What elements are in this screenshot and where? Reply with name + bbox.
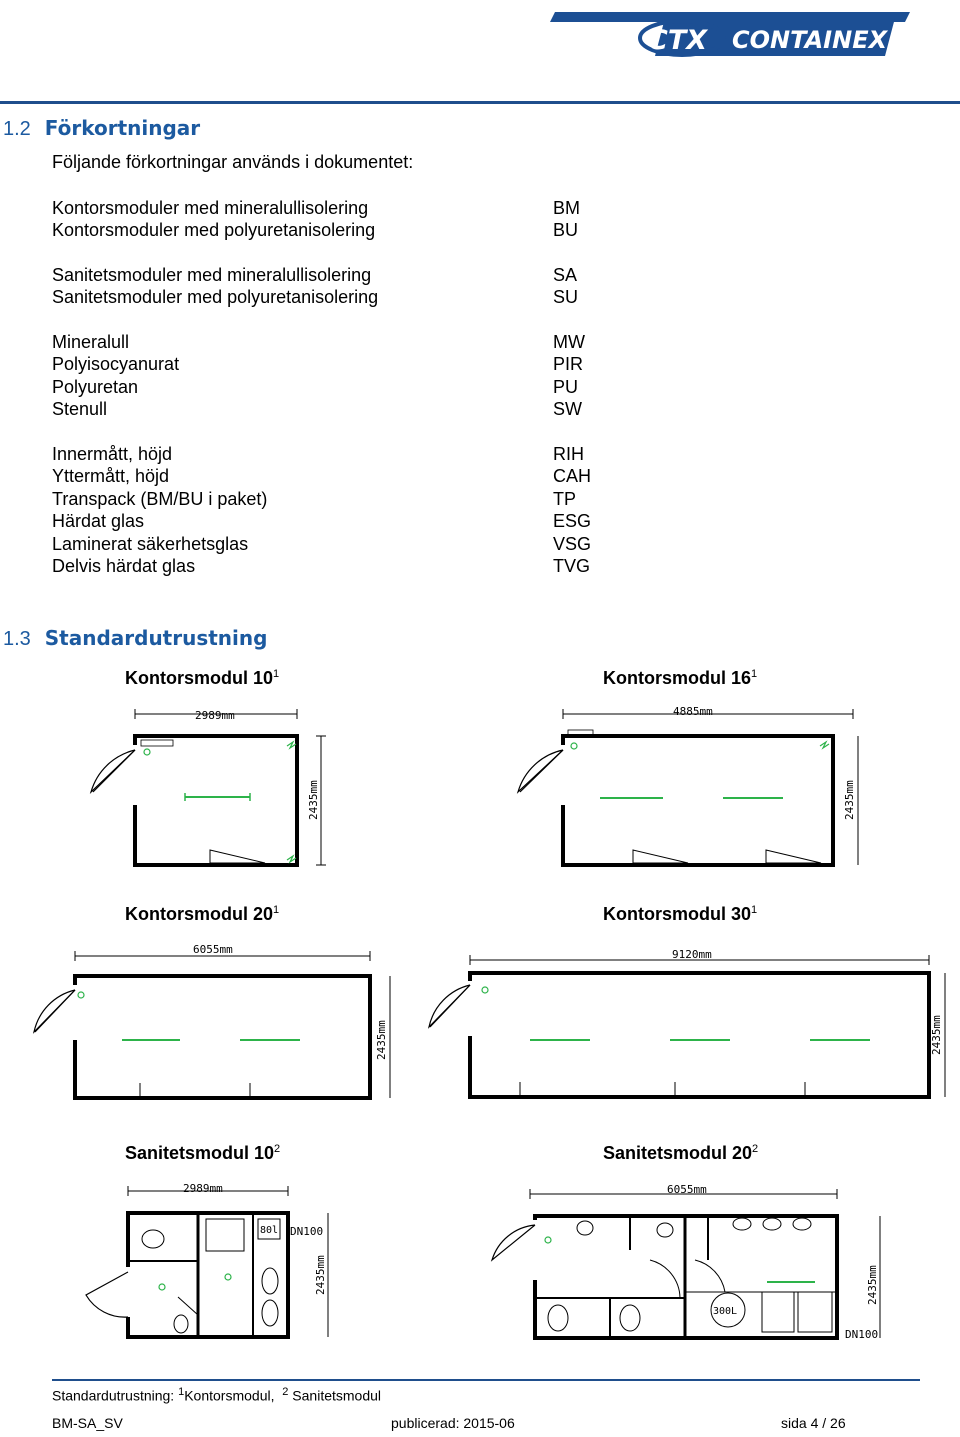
abbr-code: TVG: [553, 556, 591, 576]
footer-page-number: sida 4 / 26: [781, 1415, 846, 1431]
dim-depth: 2435mm: [930, 1015, 943, 1055]
plan-caption-sanitet-20: [603, 1143, 758, 1164]
abbr-row: [52, 510, 752, 532]
caption-text: Kontorsmodul 20: [125, 904, 274, 924]
abbr-term: Yttermått, höjd: [52, 466, 170, 486]
caption-sup: 1: [273, 668, 280, 680]
abbr-code: PU: [553, 377, 579, 397]
footer-published: publicerad: 2015-06: [391, 1415, 515, 1431]
floor-plan-kontor-16: [508, 700, 865, 872]
footer-note-1: Kontorsmodul,: [184, 1387, 275, 1404]
abbr-term: Delvis härdat glas: [52, 556, 196, 576]
plan-caption-sanitet-10: [125, 1143, 280, 1164]
dim-depth: 2435mm: [843, 780, 856, 820]
plan-caption-kontor-10: [125, 668, 279, 689]
svg-text:CONTAINEX: CONTAINEX: [732, 26, 888, 54]
plan-caption-kontor-30: [603, 904, 757, 925]
caption-text: Kontorsmodul 16: [603, 668, 752, 688]
dim-depth: 2435mm: [314, 1255, 327, 1295]
section-abbr-title: Förkortningar: [44, 116, 201, 140]
abbr-term: Stenull: [52, 399, 108, 419]
containex-logo: [545, 8, 910, 60]
footer-note-sup-2: 2: [282, 1386, 289, 1398]
abbr-code: ESG: [553, 511, 592, 531]
abbr-term: Kontorsmoduler med mineralullisolering: [52, 198, 369, 218]
footer-note-2: Sanitetsmodul: [292, 1387, 382, 1404]
dim-width: 6055mm: [193, 943, 233, 956]
dim-depth: 2435mm: [307, 780, 320, 820]
section-abbr-number: 1.2: [3, 118, 31, 140]
abbr-row: [52, 353, 752, 375]
abbr-code: SA: [553, 265, 578, 285]
dim-width: 4885mm: [673, 705, 713, 718]
abbr-row: [52, 376, 752, 398]
abbr-row: [52, 443, 752, 465]
section-std-title: Standardutrustning: [44, 626, 268, 650]
boiler-label: 80l: [260, 1225, 279, 1236]
abbr-term: Mineralull: [52, 332, 130, 352]
abbr-row: [52, 398, 752, 420]
abbr-term: Härdat glas: [52, 511, 145, 531]
caption-text: Kontorsmodul 30: [603, 904, 752, 924]
abbr-term: Innermått, höjd: [52, 444, 173, 464]
dim-width: 2989mm: [195, 709, 235, 722]
boiler-label: 300L: [713, 1306, 738, 1317]
abbr-row: [52, 286, 752, 308]
dim-width: 6055mm: [667, 1183, 707, 1196]
footer-rule: [52, 1379, 920, 1381]
floor-plan-sanitet-20: [480, 1180, 890, 1350]
svg-text:CTX: CTX: [648, 25, 708, 56]
abbr-code: PIR: [553, 354, 584, 374]
abbr-code: SW: [553, 399, 582, 419]
abbr-row: [52, 465, 752, 487]
footer-note-sup-1: 1: [178, 1386, 185, 1398]
abbr-code: SU: [553, 287, 579, 307]
abbr-code: BU: [553, 220, 579, 240]
abbr-term: Laminerat säkerhetsglas: [52, 534, 249, 554]
footer-note: [52, 1386, 381, 1404]
section-std-heading: [3, 626, 267, 651]
abbr-term: Kontorsmoduler med polyuretanisolering: [52, 220, 376, 240]
abbr-row: [52, 197, 752, 219]
abbr-term: Sanitetsmoduler med mineralullisolering: [52, 265, 372, 285]
abbr-row: [52, 331, 752, 353]
caption-sup: 2: [274, 1143, 281, 1155]
dim-width: 2989mm: [183, 1182, 223, 1195]
caption-sup: 1: [273, 904, 280, 916]
caption-sup: 1: [751, 904, 758, 916]
dim-depth: 2435mm: [866, 1265, 879, 1305]
floor-plan-kontor-30: [425, 945, 955, 1105]
footer-note-prefix: Standardutrustning:: [52, 1387, 175, 1404]
caption-text: Sanitetsmodul 20: [603, 1143, 753, 1163]
drain-label: DN100: [290, 1225, 324, 1238]
abbr-row: [52, 533, 752, 555]
drain-label: DN100: [845, 1328, 879, 1341]
abbr-row: [52, 488, 752, 510]
abbr-code: VSG: [553, 534, 592, 554]
abbr-code: TP: [553, 489, 577, 509]
section-abbr-heading: [3, 116, 200, 141]
abbr-code: MW: [553, 332, 585, 352]
caption-text: Kontorsmodul 10: [125, 668, 274, 688]
section-std-number: 1.3: [3, 628, 31, 650]
abbr-term: Sanitetsmoduler med polyuretanisolering: [52, 287, 379, 307]
abbr-row: [52, 555, 752, 577]
section-abbr-intro: Följande förkortningar används i dokumentet:: [52, 152, 414, 172]
dim-depth: 2435mm: [375, 1020, 388, 1060]
abbr-row: [52, 219, 752, 241]
caption-text: Sanitetsmodul 10: [125, 1143, 275, 1163]
dim-width: 9120mm: [672, 948, 712, 961]
abbr-term: Transpack (BM/BU i paket): [52, 489, 268, 509]
abbr-code: BM: [553, 198, 580, 218]
caption-sup: 1: [751, 668, 758, 680]
floor-plan-kontor-10: [85, 700, 335, 872]
abbr-term: Polyuretan: [52, 377, 139, 397]
abbr-code: RIH: [553, 444, 584, 464]
caption-sup: 2: [752, 1143, 759, 1155]
floor-plan-sanitet-10: [78, 1177, 338, 1349]
abbr-row: [52, 264, 752, 286]
footer-doc-id: BM-SA_SV: [52, 1415, 123, 1431]
plan-caption-kontor-16: [603, 668, 757, 689]
plan-caption-kontor-20: [125, 904, 279, 925]
abbr-term: Polyisocyanurat: [52, 354, 180, 374]
floor-plan-kontor-20: [30, 940, 400, 1105]
logo-graphic: [545, 8, 910, 60]
header-rule: [0, 101, 960, 104]
abbr-code: CAH: [553, 466, 592, 486]
